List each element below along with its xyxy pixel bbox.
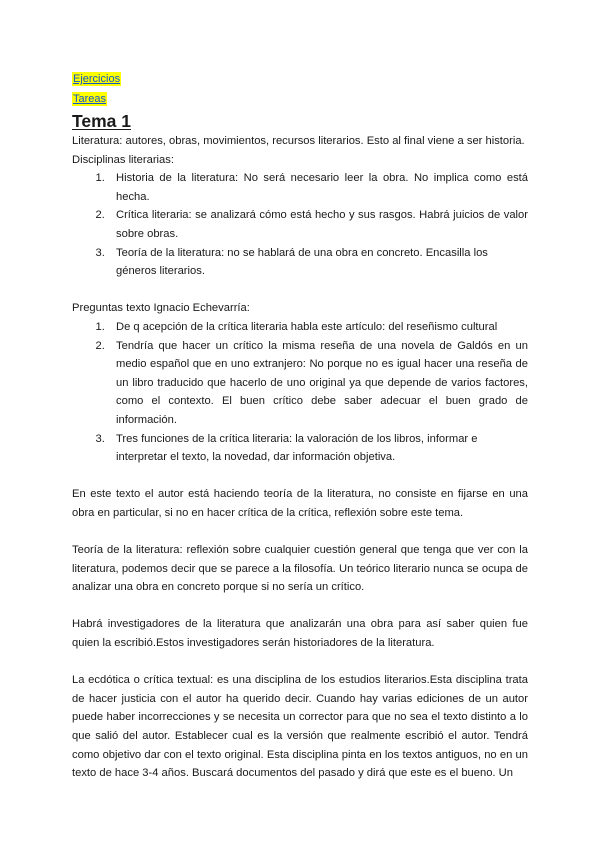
list-item: 3. Teoría de la literatura: no se hablará de una obra en concreto. Encasilla los géneros literarios. (108, 244, 528, 281)
spacer (72, 281, 528, 300)
list-item: 2. Tendría que hacer un crítico la misma reseña de una novela de Galdós en un medio español que en uno extranjero: No porque no es igual hacer una reseña de un libro traducido que hacerlo de uno original ya que depende de varios factores, como el contexto. El buen crítico debe saber adecuar el buen grado de información. (108, 337, 528, 430)
list-item: 2. Crítica literaria: se analizará cómo está hecho y sus rasgos. Habrá juicios de valor sobre obras. (108, 206, 528, 243)
body-paragraph: En este texto el autor está haciendo teoría de la literatura, no consiste en fijarse en una obra en particular, si no en hacer crítica de la crítica, reflexión sobre este tema. (72, 488, 528, 519)
body-paragraph: Habrá investigadores de la literatura que analizarán una obra para así saber quien fue quien la escribió.Estos investigadores serán historiadores de la literatura. (72, 618, 528, 650)
list-item: 1. De q acepción de la crítica literaria habla este artículo: del reseñismo cultural (108, 318, 528, 337)
link-row-ejercicios (72, 70, 528, 90)
spacer (72, 597, 528, 616)
spacer (72, 522, 528, 541)
spacer (72, 653, 528, 672)
tareas-link[interactable]: Tareas (73, 93, 107, 105)
preguntas-list (72, 318, 528, 467)
intro-paragraph: Literatura: autores, obras, movimientos, recursos literarios. Esto al final viene a ser historia. (72, 135, 525, 147)
list-item: 1. Historia de la literatura: No será necesario leer la obra. No implica como está hecha. (108, 169, 528, 206)
body-paragraph: La ecdótica o crítica textual: es una disciplina de los estudios literarios.Esta disciplina trata de hacer justicia con el autor ha querido decir. Cuando hay varias ediciones de un autor puede haber incorrecciones y se necesita un corrector para que no sea el texto distinto a lo que salió del autor. Establecer cual es la versión que realmente escribió el autor. Tendrá como objetivo dar con el texto original. Esta disciplina pinta en los textos antiguos, no en un texto de hace 3-4 años. Buscará documentos del pasado y dirá que este es el bueno. Un (72, 674, 528, 780)
preguntas-heading: Preguntas texto Ignacio Echevarría: (72, 302, 250, 315)
body-paragraph: Teoría de la literatura: reflexión sobre cualquier cuestión general que tenga que ver con la literatura, podemos decir que se parece a la filosofía. Un teórico literario nunca se ocupa de analizar una obra en concreto porque si no sería un crítico. (72, 544, 528, 594)
ejercicios-link[interactable]: Ejercicios (73, 73, 121, 85)
link-row-tareas (72, 90, 528, 110)
disciplinas-list (72, 169, 528, 281)
disciplinas-heading: Disciplinas literarias: (72, 153, 174, 166)
document-content (72, 70, 528, 783)
spacer (72, 467, 528, 486)
page-title: Tema 1 (72, 111, 132, 131)
list-item: 3. Tres funciones de la crítica literaria: la valoración de los libros, informar e interpretar el texto, la novedad, dar información objetiva. (108, 430, 528, 467)
